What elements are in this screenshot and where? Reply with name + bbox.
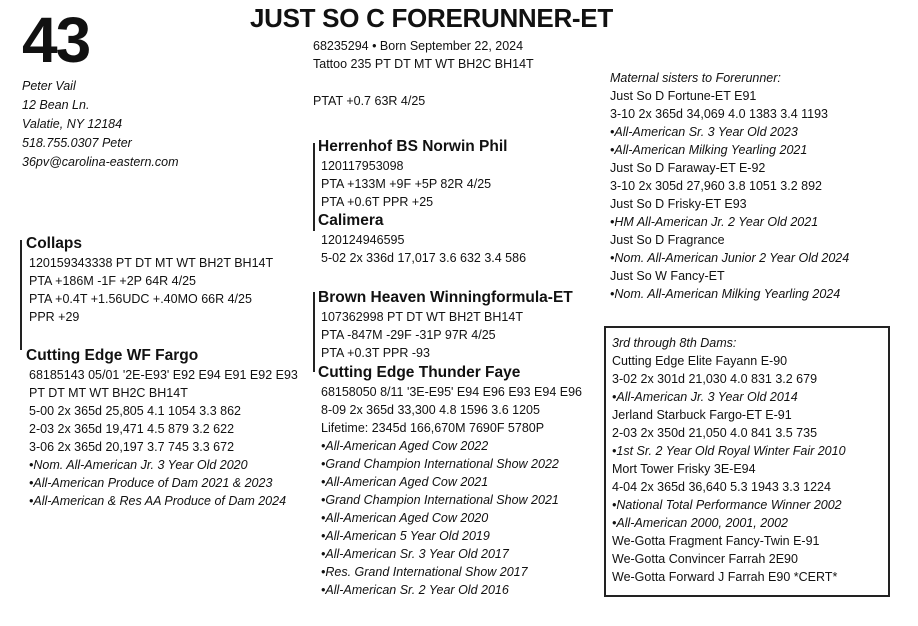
maternal-sister-line: •All-American Sr. 3 Year Old 2023 — [610, 125, 798, 139]
ancestral-dam-line: •National Total Performance Winner 2002 — [612, 498, 842, 512]
dam-line: 68185143 05/01 '2E-E93' E92 E94 E91 E92 E93 — [29, 368, 298, 382]
lot-number: 43 — [22, 4, 90, 76]
sire-sire-line: 120117953098 — [321, 159, 404, 173]
animal-name: JUST SO C FORERUNNER-ET — [250, 3, 613, 33]
maternal-sister-line: Just So D Faraway-ET E-92 — [610, 161, 766, 175]
maternal-sister-line: 3-10 2x 365d 34,069 4.0 1383 3.4 1193 — [610, 107, 829, 121]
reg-born: 68235294 • Born September 22, 2024 — [313, 39, 524, 53]
sire-line: PPR +29 — [29, 310, 80, 324]
ancestral-dam-line: Mort Tower Frisky 3E-E94 — [612, 462, 756, 476]
dam-sire-bracket-line — [313, 292, 315, 372]
dam-dam-name: Cutting Edge Thunder Faye — [318, 364, 521, 381]
dam-dam-line: 68158050 8/11 '3E-E95' E94 E96 E93 E94 E96 — [321, 385, 582, 399]
sire-sire-bracket-line — [313, 143, 315, 231]
maternal-sister-line: Just So W Fancy-ET — [610, 269, 725, 283]
sire-sire-name: Herrenhof BS Norwin Phil — [318, 138, 508, 155]
ancestral-dam-line: 3-02 2x 301d 21,030 4.0 831 3.2 679 — [612, 372, 818, 386]
maternal-sisters-block — [610, 69, 849, 303]
sire-sire-line: PTA +0.6T PPR +25 — [321, 195, 434, 209]
ancestral-dams-block — [612, 334, 846, 586]
dam-dam-honor: •Grand Champion International Show 2022 — [321, 457, 559, 471]
animal-info — [313, 37, 534, 110]
maternal-sister-line: •All-American Milking Yearling 2021 — [610, 143, 808, 157]
consigner-phone: 518.755.0307 Peter — [22, 136, 132, 150]
dam-dam-honor: •All-American 5 Year Old 2019 — [321, 529, 490, 543]
sire-line: 120159343338 PT DT MT WT BH2T BH14T — [29, 256, 274, 270]
sire-sire-block — [318, 137, 507, 211]
sire-dam-line: 5-02 2x 336d 17,017 3.6 632 3.4 586 — [321, 251, 527, 265]
sire-bracket-line — [20, 240, 22, 350]
dam-dam-block — [318, 363, 582, 599]
maternal-sister-line: Just So D Frisky-ET E93 — [610, 197, 747, 211]
ancestral-dam-line: •All-American 2000, 2001, 2002 — [612, 516, 789, 530]
dam-sire-block — [318, 288, 573, 362]
ancestral-dam-line: 2-03 2x 350d 21,050 4.0 841 3.5 735 — [612, 426, 818, 440]
maternal-sister-line: •Nom. All-American Milking Yearling 2024 — [610, 287, 841, 301]
ancestral-dam-line: We-Gotta Convincer Farrah 2E90 — [612, 552, 798, 566]
dam-block — [26, 346, 298, 510]
sire-dam-line: 120124946595 — [321, 233, 405, 247]
sire-name: Collaps — [26, 235, 82, 252]
dam-dam-line: Lifetime: 2345d 166,670M 7690F 5780P — [321, 421, 545, 435]
ancestral-dam-line: Cutting Edge Elite Fayann E-90 — [612, 354, 788, 368]
dam-dam-honor: •All-American Aged Cow 2020 — [321, 511, 489, 525]
sire-line: PTA +0.4T +1.56UDC +.40MO 66R 4/25 — [29, 292, 252, 306]
ptat: PTAT +0.7 63R 4/25 — [313, 94, 426, 108]
sire-block — [26, 234, 273, 326]
dam-dam-honor: •Grand Champion International Show 2021 — [321, 493, 559, 507]
consigner-city: Valatie, NY 12184 — [22, 117, 123, 131]
maternal-sister-line: 3-10 2x 305d 27,960 3.8 1051 3.2 892 — [610, 179, 822, 193]
ancestral-dam-line: We-Gotta Fragment Fancy-Twin E-91 — [612, 534, 820, 548]
dam-dam-honor: •All-American Sr. 2 Year Old 2016 — [321, 583, 509, 597]
dam-line: 2-03 2x 365d 19,471 4.5 879 3.2 622 — [29, 422, 235, 436]
dam-line: 5-00 2x 365d 25,805 4.1 1054 3.3 862 — [29, 404, 241, 418]
dam-dam-honor: •All-American Aged Cow 2022 — [321, 439, 489, 453]
maternal-sister-line: •Nom. All-American Junior 2 Year Old 2024 — [610, 251, 850, 265]
dam-name: Cutting Edge WF Fargo — [26, 347, 199, 364]
dam-line: PT DT MT WT BH2C BH14T — [29, 386, 188, 400]
tattoo: Tattoo 235 PT DT MT WT BH2C BH14T — [313, 57, 534, 71]
dam-sire-line: PTA -847M -29F -31P 97R 4/25 — [321, 328, 496, 342]
dam-line: 3-06 2x 365d 20,197 3.7 745 3.3 672 — [29, 440, 235, 454]
maternal-sister-line: •HM All-American Jr. 2 Year Old 2021 — [610, 215, 819, 229]
consigner-name: Peter Vail — [22, 79, 76, 93]
ancestral-dam-line: We-Gotta Forward J Farrah E90 *CERT* — [612, 570, 838, 584]
dam-dam-line: 8-09 2x 365d 33,300 4.8 1596 3.6 1205 — [321, 403, 540, 417]
dam-dam-honor: •All-American Aged Cow 2021 — [321, 475, 489, 489]
ancestral-dam-line: 4-04 2x 365d 36,640 5.3 1943 3.3 1224 — [612, 480, 831, 494]
dam-sire-line: PTA +0.3T PPR -93 — [321, 346, 430, 360]
consigner-block — [22, 77, 179, 172]
ancestral-dam-line: Jerland Starbuck Fargo-ET E-91 — [612, 408, 792, 422]
ancestral-dam-line: •1st Sr. 2 Year Old Royal Winter Fair 2010 — [612, 444, 846, 458]
dam-dam-honor: •Res. Grand International Show 2017 — [321, 565, 528, 579]
maternal-sister-line: Just So D Fragrance — [610, 233, 725, 247]
maternal-sister-line: Just So D Fortune-ET E91 — [610, 89, 757, 103]
dam-sire-line: 107362998 PT DT WT BH2T BH14T — [321, 310, 523, 324]
dam-honor: •Nom. All-American Jr. 3 Year Old 2020 — [29, 458, 248, 472]
consigner-email: 36pv@carolina-eastern.com — [22, 155, 179, 169]
dam-sire-name: Brown Heaven Winningformula-ET — [318, 289, 573, 306]
ancestral-dam-line: •All-American Jr. 3 Year Old 2014 — [612, 390, 798, 404]
maternal-sisters-heading: Maternal sisters to Forerunner: — [610, 71, 781, 85]
sire-sire-line: PTA +133M +9F +5P 82R 4/25 — [321, 177, 492, 191]
ancestral-dams-heading: 3rd through 8th Dams: — [612, 336, 737, 350]
sire-line: PTA +186M -1F +2P 64R 4/25 — [29, 274, 196, 288]
dam-honor: •All-American & Res AA Produce of Dam 2024 — [29, 494, 287, 508]
sire-dam-block — [318, 211, 526, 267]
dam-honor: •All-American Produce of Dam 2021 & 2023 — [29, 476, 273, 490]
sire-dam-name: Calimera — [318, 212, 384, 229]
consigner-address: 12 Bean Ln. — [22, 98, 90, 112]
dam-dam-honor: •All-American Sr. 3 Year Old 2017 — [321, 547, 509, 561]
